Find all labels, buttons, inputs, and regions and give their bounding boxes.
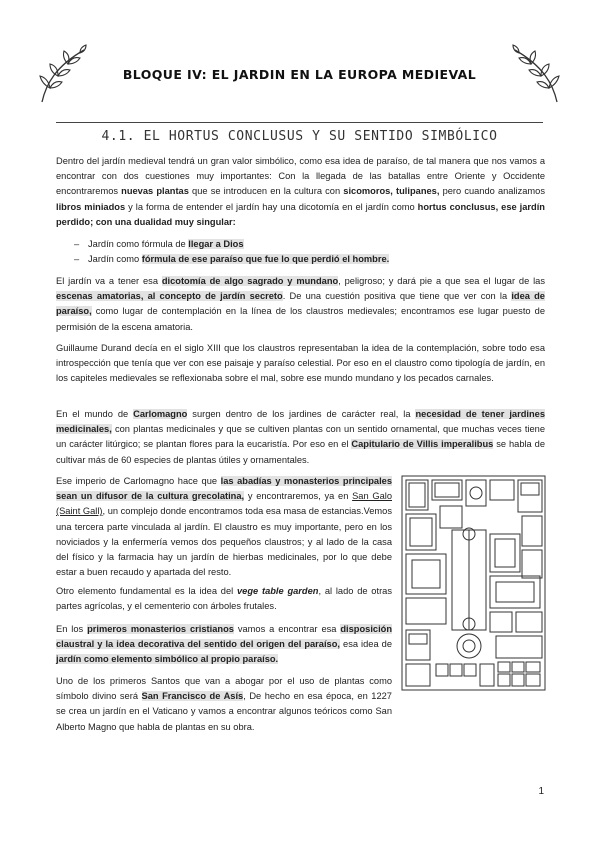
text-span: surgen dentro de los jardines de carácter real, la [187,409,416,419]
paragraph-carlomagno [56,407,545,468]
text-span: como lugar de contemplación en la línea de los claustros medievales; encontramos ese lugar puesto de permisión de la escena amatoria. [56,306,545,332]
bold-span: hortus conclusus, ese jardín perdido; con una dualidad muy singular: [56,201,545,227]
highlight-span: llegar a Dios [188,239,244,249]
highlight-span: Carlomagno [133,409,188,419]
text-span: En los [56,624,88,634]
text-span: Dentro del jardín medieval tendrá un gran valor simbólico, como esa idea de paraíso, de tal manera que nos vamos a encontrar con dos cuestiones muy importantes: Con la llegada de las batallas entre Oriente y Occidente encontraremos [56,156,545,197]
highlight-span: escenas amatorias, al concepto de jardín secreto [56,291,283,302]
section-subtitle: 4.1. EL HORTUS CONCLUSUS Y SU SENTIDO SIMBÓLICO [101,129,498,144]
highlight-span: Capitulario de Villis imperalibus [351,439,494,450]
page-number: 1 [538,786,544,797]
text-span: Otro elemento fundamental es la idea del [56,586,237,596]
highlight-span: disposición claustral y la idea decorativa del sentido del origen del paraíso, [56,624,393,650]
link-san-galo[interactable]: San Galo (Saint Gall) [56,491,392,517]
list-item [56,252,545,267]
highlight-span: necesidad de tener jardines medicinales, [56,409,545,435]
bold-span: vege table garden [237,586,319,596]
text-span: esa idea de [340,639,392,650]
highlight-span: idea de paraíso, [56,291,545,317]
paragraph-monasterios [56,622,392,668]
text-span: Jardín como [88,254,142,264]
text-span: vamos a encontrar esa [233,624,341,634]
paragraph-dicotomia [56,274,545,335]
text-span: pero cuando analizamos [439,186,545,197]
text-span: El jardín va a tener esa [56,276,162,286]
text-span: con plantas medicinales y que se cultiven plantas con un sentido ornamental, que muchas veces tiene un carácter litúrgico; se plantan flores para la eucaristía. Por eso en el [56,424,545,450]
bold-span: sicomoros, tulipanes, [343,186,440,197]
paragraph-durand [56,341,545,387]
monastery-plan-image [400,474,547,692]
highlight-span: las abadías y monasterios principales sean un difusor de la cultura grecolatina, [56,476,392,502]
text-span: , un complejo donde encontramos toda esa masa de estancias.Vemos una tercera parte vinculada al jardín. El claustro es muy importante, pero en los noviciados y la enfermería vemos dos pequeños claustros; y al lado de la casa del físico y la farmacia hay un jardín de hierbas medicinales, por lo que debe estar a buen recaudo y apartada del resto. [56,506,392,578]
text-span: , De hecho en esa época, en 1227 se crea un jardín en el Vaticano y vamos a encontrar algunos teóricos como San Alberto Magno que habla de plantas en su obra. [56,691,392,732]
bold-span: libros miniados [56,201,126,212]
title-bar [56,66,543,88]
list-item [56,237,545,252]
paragraph-vegetable [56,584,392,614]
text-span: En el mundo de [56,409,134,419]
highlight-span: fórmula de ese paraíso que fue lo que perdió el hombre. [141,254,390,264]
text-span: y la forma de entender el jardín hay una dicotomía en el jardín como [125,201,418,212]
text-span: se habla de cultivar más de 60 especies de plantas útiles y ornamentales. [56,439,545,465]
bold-span: nuevas plantas [121,186,189,197]
paragraph-intro [56,154,545,230]
text-span: , peligroso; y dará pie a que sea el lugar de las [338,276,545,286]
dash-list [56,237,545,267]
text-span: Jardín como fórmula de [88,239,189,249]
text-span: y encontraremos, ya en [244,491,353,502]
text-span: , al lado de otras partes agrícolas, y el cementerio con árboles frutales. [56,586,392,612]
text-span: Ese imperio de Carlomagno hace que [56,476,221,486]
text-span: . De una cuestión positiva que tiene que ver con la [282,291,512,302]
highlight-span: jardín como elemento simbólico al propio paraíso. [56,654,279,665]
text-span: Uno de los primeros Santos que van a abogar por el uso de plantas como símbolo divino será [56,676,392,702]
highlight-span: primeros monasterios cristianos [87,624,234,634]
paragraph-abadias [56,474,392,580]
highlight-span: dicotomía de algo sagrado y mundano [161,276,339,286]
page-title: BLOQUE IV: EL JARDIN EN LA EUROPA MEDIEVAL [122,67,477,82]
highlight-span: San Francisco de Asís [141,691,244,702]
text-span: que se introducen en la cultura con [188,186,344,197]
paragraph-text: Guillaume Durand decía en el siglo XIII que los claustros representaban la idea de la contemplación, sobre todo esa introspección que tenía que ver con ese paisaje y paraíso celestial. Por eso en el claustro como tipología de jardín, en los capiteles medievales se reflexionaba sobre el mal, sobre ese mundo mundano y los pecados carnales. [56,343,545,384]
title-divider [56,122,543,123]
